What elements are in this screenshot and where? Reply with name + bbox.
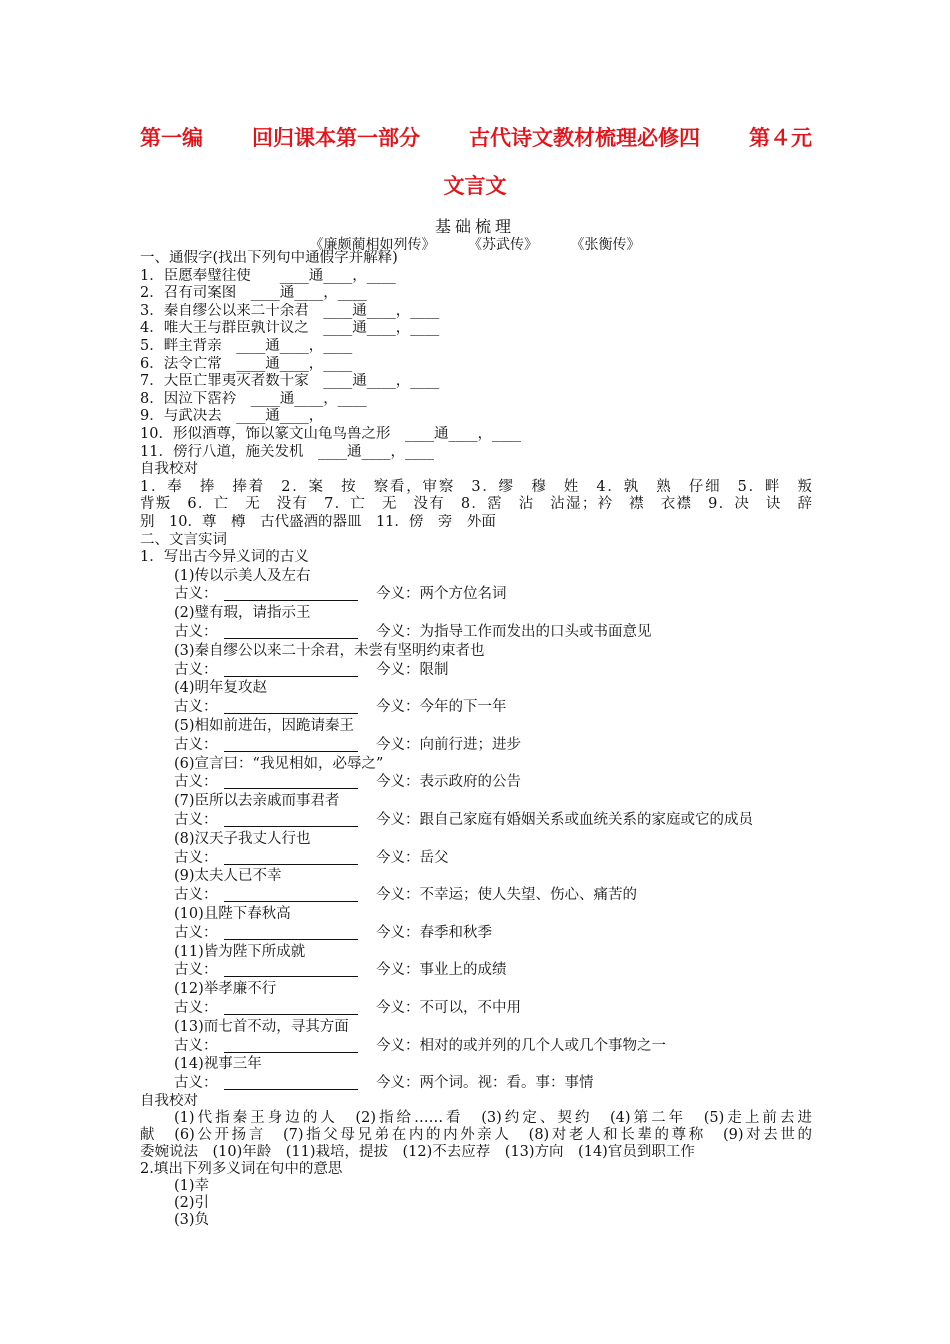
gloss-row <box>140 849 812 868</box>
answer-blank[interactable] <box>224 924 358 940</box>
part1-heading: 一、通假字(找出下列句中通假字并解释) <box>140 250 398 266</box>
gloss-row <box>140 736 812 755</box>
modern-meaning: 今义：事业上的成绩 <box>376 962 507 979</box>
gu-label: 古义： <box>174 736 218 753</box>
title-part: 回归课本第一部分 <box>252 126 420 150</box>
modern-meaning: 今义：不幸运；使人失望、伤心、痛苦的 <box>376 887 637 904</box>
list-item: 6．法令亡常 ____通____，____ <box>140 355 353 372</box>
self-check-label: 自我校对 <box>140 1093 198 1109</box>
answer-blank[interactable] <box>224 849 358 865</box>
self-check-label: 自我校对 <box>140 461 198 478</box>
modern-meaning: 今义：表示政府的公告 <box>376 774 521 791</box>
modern-meaning: 今义：不可以，不中用 <box>376 1000 521 1017</box>
gu-label: 古义： <box>174 1037 218 1054</box>
answer-line: 别 10．尊 樽 古代盛酒的器皿 11．傍 旁 外面 <box>140 513 496 530</box>
answer-blank[interactable] <box>224 773 358 789</box>
polysemy-item: (2)引 <box>174 1195 210 1211</box>
gu-label: 古义： <box>174 924 218 941</box>
answer-blank[interactable] <box>224 661 358 677</box>
example-sentence: (6)宣言曰：“我见相如，必辱之” <box>174 755 384 772</box>
example-sentence: (5)相如前进缶，因跪请秦王 <box>174 718 355 735</box>
answer-line: 1．奉 捧 捧着 2．案 按 察看，审察 3．缪 穆 姓 4．孰 熟 仔细 5．畔 叛 <box>140 478 812 495</box>
document-title-line2: 文言文 <box>443 174 507 198</box>
gu-label: 古义： <box>174 624 218 641</box>
gu-label: 古义： <box>174 774 218 791</box>
list-item: 5．畔主背亲 ____通____，____ <box>140 337 353 354</box>
modern-meaning: 今义：限制 <box>376 661 449 678</box>
answer-blank[interactable] <box>224 698 358 714</box>
example-sentence: (10)且陛下春秋高 <box>174 906 291 923</box>
answer-blank[interactable] <box>224 736 358 752</box>
modern-meaning: 今义：两个方位名词 <box>376 586 507 603</box>
example-sentence: (1)传以示美人及左右 <box>174 567 311 584</box>
gloss-row <box>140 886 812 905</box>
answer-blank[interactable] <box>224 1037 358 1053</box>
gu-label: 古义： <box>174 661 218 678</box>
gu-label: 古义： <box>174 962 218 979</box>
example-sentence: (2)璧有瑕，请指示王 <box>174 605 311 622</box>
gu-label: 古义： <box>174 887 218 904</box>
list-item: 7．大臣亡罪夷灭者数十家 ____通____，____ <box>140 373 440 390</box>
gloss-row <box>140 698 812 717</box>
gloss-row <box>140 623 812 642</box>
list-item: 11．傍行八道，施关发机 ____通____，____ <box>140 443 434 460</box>
gloss-row <box>140 773 812 792</box>
example-sentence: (3)秦自缪公以来二十余君，未尝有坚明约束者也 <box>174 642 485 659</box>
example-sentence: (9)太夫人已不幸 <box>174 868 282 885</box>
answer-line: 委婉说法 (10)年龄 (11)栽培，提拔 (12)不去应荐 (13)方向 (14)官员到职工作 <box>140 1144 695 1160</box>
gloss-row <box>140 585 812 604</box>
list-item: 2．召有司案图 ____通____，____ <box>140 285 367 302</box>
modern-meaning: 今义：向前行进；进步 <box>376 736 521 753</box>
modern-meaning: 今义：跟自己家庭有婚姻关系或血统关系的家庭或它的成员 <box>376 812 753 829</box>
gloss-row <box>140 811 812 830</box>
answer-blank[interactable] <box>224 811 358 827</box>
answer-blank[interactable] <box>224 623 358 639</box>
answer-blank[interactable] <box>224 585 358 601</box>
example-sentence: (13)而七首不动，寻其方面 <box>174 1018 349 1035</box>
list-item: 3．秦自缪公以来二十余君 ____通____，____ <box>140 302 440 319</box>
text-title: 《张衡传》 <box>570 237 641 253</box>
gloss-row <box>140 999 812 1018</box>
gu-label: 古义： <box>174 812 218 829</box>
modern-meaning: 今义：岳父 <box>376 849 449 866</box>
subheading: 2.填出下列多义词在句中的意思 <box>140 1161 343 1177</box>
example-sentence: (11)皆为陛下所成就 <box>174 943 306 960</box>
answer-line: (1)代指秦王身边的人 (2)指给……看 (3)约定、契约 (4)第二年 (5)走上前去进 <box>174 1110 812 1126</box>
example-sentence: (8)汉天子我丈人行也 <box>174 830 311 847</box>
polysemy-item: (1)幸 <box>174 1178 210 1194</box>
section-heading: 基础梳理 <box>434 217 515 236</box>
gu-label: 古义： <box>174 586 218 603</box>
gu-label: 古义： <box>174 699 218 716</box>
gu-label: 古义： <box>174 1000 218 1017</box>
answer-line: 献 (6)公开扬言 (7)指父母兄弟在内的内外亲人 (8)对老人和长辈的尊称 (9)对去世的 <box>140 1127 812 1143</box>
list-item: 1．臣愿奉璧往使 ____通____，____ <box>140 267 396 284</box>
text-title: 《苏武传》 <box>468 237 538 253</box>
title-part: 第一编 <box>140 126 203 150</box>
title-part: 第４元 <box>749 126 812 150</box>
modern-meaning: 今义：两个词。视：看。事：事情 <box>376 1075 594 1092</box>
content-body <box>140 250 812 1229</box>
part2-heading: 二、文言实词 <box>140 531 227 548</box>
list-item: 9．与武决去 ____通____， <box>140 408 324 425</box>
polysemy-item: (3)负 <box>174 1212 210 1228</box>
example-sentence: (7)臣所以去亲戚而事君者 <box>174 793 340 810</box>
answer-blank[interactable] <box>224 1074 358 1090</box>
gu-label: 古义： <box>174 1075 218 1092</box>
answer-blank[interactable] <box>224 999 358 1015</box>
gloss-row <box>140 924 812 943</box>
subheading: 1．写出古今异义词的古义 <box>140 549 309 566</box>
answer-line: 背叛 6．亡 无 没有 7．亡 无 没有 8．霑 沾 沾湿；衿 襟 衣襟 9．决 诀 辞 <box>140 496 812 513</box>
example-sentence: (4)明年复攻赵 <box>174 680 268 697</box>
gloss-row <box>140 961 812 980</box>
answer-blank[interactable] <box>224 961 358 977</box>
example-sentence: (12)举孝廉不行 <box>174 981 277 998</box>
gu-label: 古义： <box>174 849 218 866</box>
modern-meaning: 今义：今年的下一年 <box>376 699 507 716</box>
modern-meaning: 今义：春季和秋季 <box>376 924 492 941</box>
modern-meaning: 今义：为指导工作而发出的口头或书面意见 <box>376 624 652 641</box>
gloss-row <box>140 1037 812 1056</box>
answer-blank[interactable] <box>224 886 358 902</box>
title-part: 古代诗文教材梳理必修四 <box>469 126 700 150</box>
text-title: 《廉颇蔺相如列传》 <box>309 237 436 253</box>
list-item: 8．因泣下霑衿 ____通____，____ <box>140 390 367 407</box>
modern-meaning: 今义：相对的或并列的几个人或几个事物之一 <box>376 1037 666 1054</box>
document-title <box>140 122 812 152</box>
list-item: 10．形似酒尊，饰以篆文山龟鸟兽之形 ____通____，____ <box>140 425 521 442</box>
gloss-row <box>140 1074 812 1093</box>
example-sentence: (14)视事三年 <box>174 1056 262 1073</box>
list-item: 4．唯大王与群臣孰计议之 ____通____，____ <box>140 320 440 337</box>
gloss-row <box>140 661 812 680</box>
